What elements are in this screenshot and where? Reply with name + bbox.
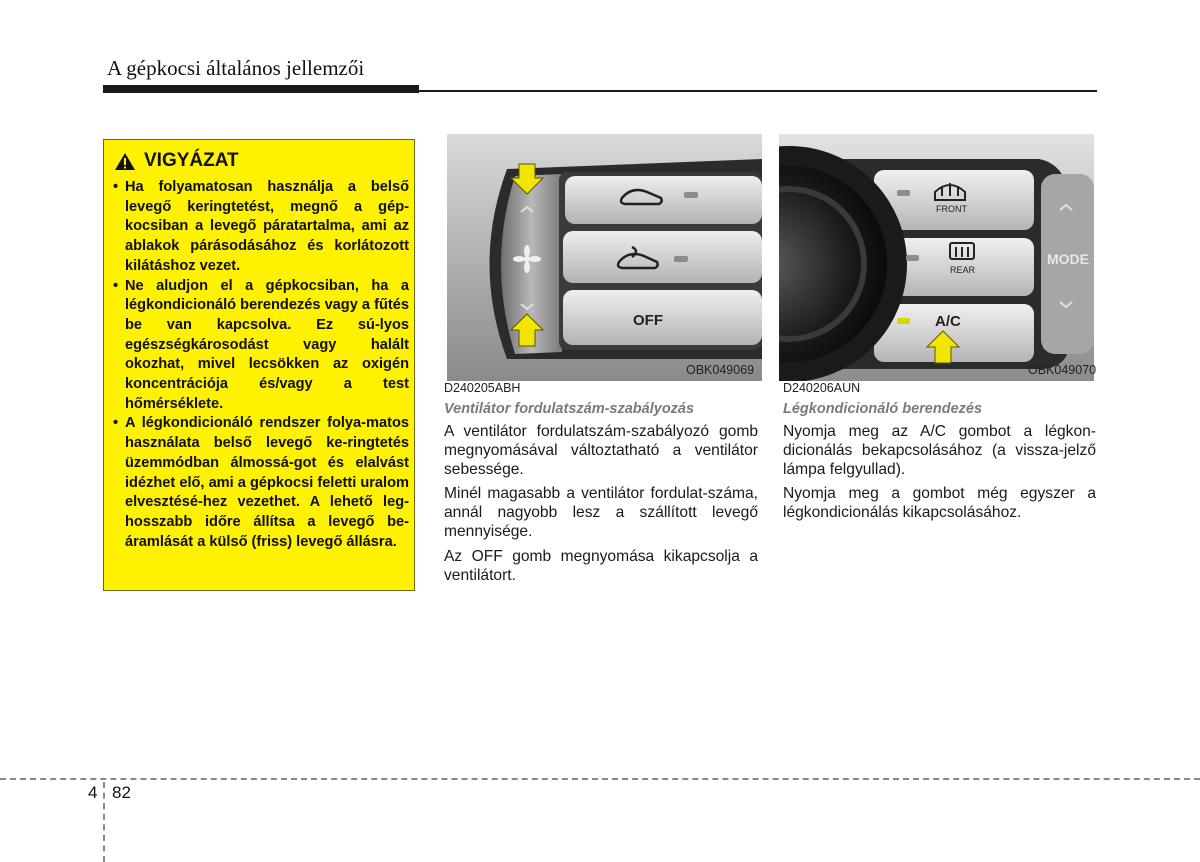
warning-box (103, 139, 415, 591)
ac-indicator-lamp (897, 318, 910, 324)
fan-control-photo (447, 134, 762, 381)
fan-speed-section (444, 380, 758, 591)
warning-title (114, 150, 239, 172)
fresh-air-indicator-lamp (674, 256, 688, 262)
rear-defrost-label: REAR (950, 265, 976, 275)
header-rule-thin (419, 90, 1097, 92)
ac-paragraph: Nyomja meg az A/C gombot a légkon-dicionálás bekapcsolásához (a vissza-jelző lámpa felgyullad). (783, 423, 1096, 478)
fan-section-heading: Ventilátor fordulatszám-szabályozás (444, 401, 695, 417)
warning-title-text: VIGYÁZAT (144, 150, 239, 171)
mode-label: MODE (1047, 251, 1089, 267)
header-rule-thick (103, 85, 419, 93)
footer-chapter-number: 4 (88, 783, 98, 802)
warning-item: • Ne aludjon el a gépkocsiban, ha a légkondicionáló berendezés vagy a fűtés be van kapcsolva. Ez sú-lyos egészségkárosodást vagy halált okozhat, mivel lecsökken az oxigén koncentrációja és/vagy a test hőmérséklete. (113, 277, 409, 415)
fan-paragraph: Az OFF gomb megnyomása kikapcsolja a ventilátort. (444, 547, 758, 584)
fan-off-label: OFF (633, 312, 663, 329)
ac-paragraph: Nyomja meg a gombot még egyszer a légkondicionálás kikapcsolásához. (783, 485, 1096, 522)
footer-page-number: 82 (112, 783, 131, 802)
ac-photo-code: OBK049070 (1028, 363, 1097, 377)
warning-item: • Ha folyamatosan használja a belső levegő keringtetést, megnő a gép-kocsiban a levegő páratartalma, ami az ablakok párásodásához és korlátozott kilátáshoz vezet. (113, 178, 409, 277)
recirculation-indicator-lamp (684, 192, 698, 198)
warning-triangle-icon (114, 152, 136, 171)
fan-section-code: D240205ABH (444, 381, 521, 395)
footer-dashed-divider (103, 782, 105, 862)
ac-section-heading: Légkondicionáló berendezés (783, 401, 983, 417)
footer-dashed-rule (0, 778, 1200, 780)
fan-photo-code: OBK049069 (686, 363, 755, 377)
ac-section-code: D240206AUN (783, 381, 861, 395)
warning-item: • A légkondicionáló rendszer folya-matos használata belső levegő ke-ringtetés üzemmódban álmossá-got és elalvást idézhet elő, ami a gépkocsi feletti uralom elvesztésé-hez vezethet. A lehető leg-hosszabb időre állítsa a levegő be-áramlását a külső (friss) levegő állásra. (113, 414, 409, 552)
fresh-air-button[interactable] (563, 231, 762, 283)
fan-paragraph: Minél magasabb a ventilátor fordulat-száma, annál nagyobb lesz a szállított levegő mennyisége. (444, 485, 758, 540)
ac-section (783, 380, 1096, 529)
ac-label: A/C (935, 313, 961, 330)
front-defrost-label: FRONT (936, 204, 967, 214)
front-defrost-indicator-lamp (897, 190, 910, 196)
fan-paragraph: A ventilátor fordulatszám-szabályozó gomb megnyomásával változtatható a ventilátor sebessége. (444, 423, 758, 478)
recirculation-button[interactable] (565, 176, 762, 224)
ac-control-photo (779, 134, 1097, 381)
warning-list (113, 178, 409, 552)
page-header-title: A gépkocsi általános jellemzői (107, 56, 365, 80)
rear-defrost-indicator-lamp (906, 255, 919, 261)
